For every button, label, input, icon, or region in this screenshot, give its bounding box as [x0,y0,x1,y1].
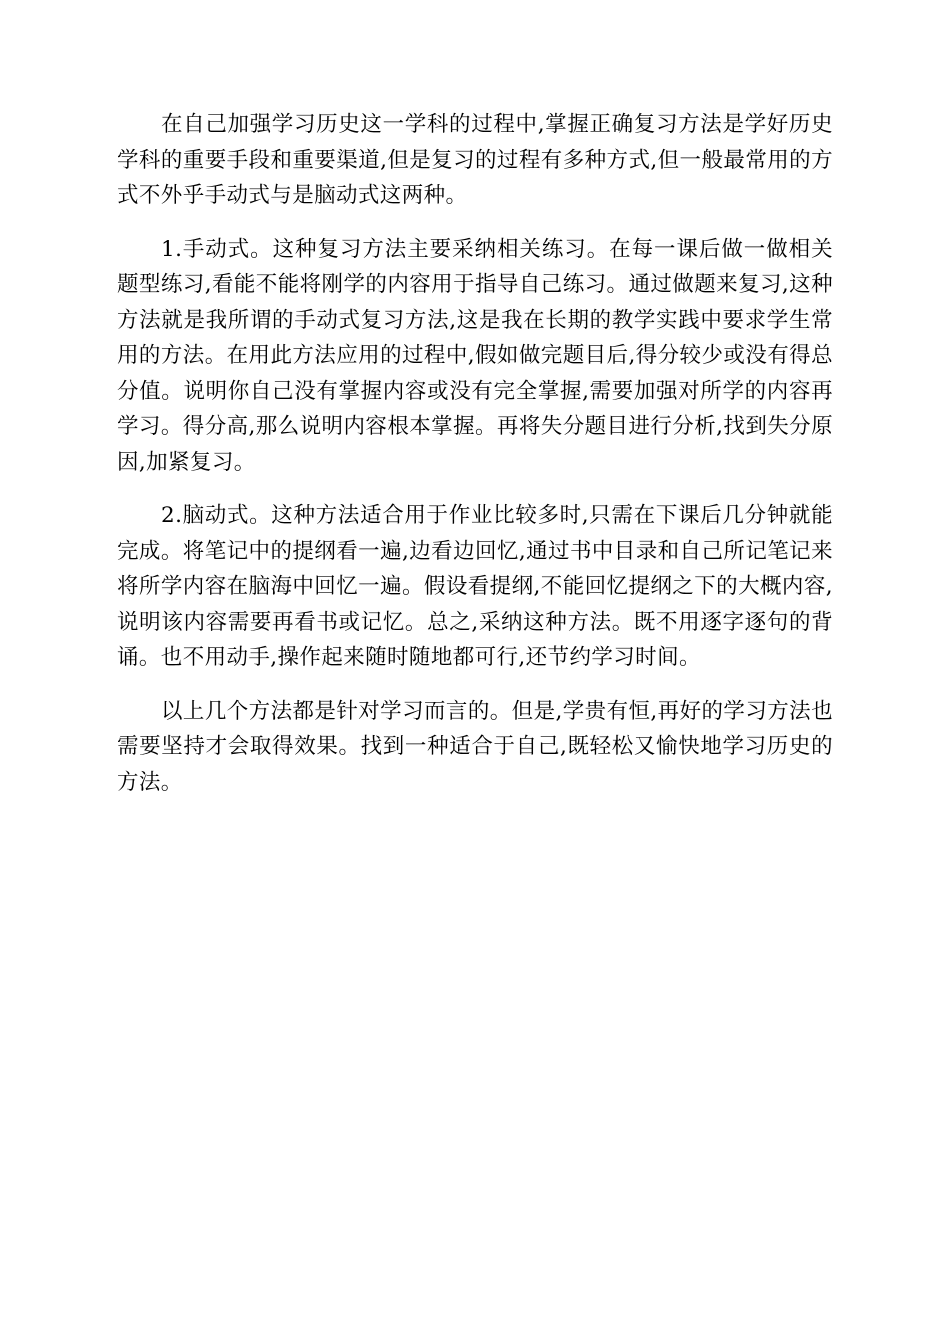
conclusion-paragraph: 以上几个方法都是针对学习而言的。但是,学贵有恒,再好的学习方法也需要坚持才会取得效果。找到一种适合于自己,既轻松又愉快地学习历史的方法。 [117,698,833,795]
mental-method-paragraph: 2.脑动式。这种方法适合用于作业比较多时,只需在下课后几分钟就能完成。将笔记中的提纲看一遍,边看边回忆,通过书中目录和自己所记笔记来将所学内容在脑海中回忆一遍。假设看提纲,不能回忆提纲之下的大概内容,说明该内容需要再看书或记忆。总之,采纳这种方法。既不用逐字逐句的背诵。也不用动手,操作起来随时随地都可行,还节约学习时间。 [117,503,833,670]
document-body [117,107,833,818]
intro-paragraph: 在自己加强学习历史这一学科的过程中,掌握正确复习方法是学好历史学科的重要手段和重要渠道,但是复习的过程有多种方式,但一般最常用的方式不外乎手动式与是脑动式这两种。 [117,112,833,208]
manual-method-paragraph: 1.手动式。这种复习方法主要采纳相关练习。在每一课后做一做相关题型练习,看能不能将刚学的内容用于指导自己练习。通过做题来复习,这种方法就是我所谓的手动式复习方法,这是我在长期的教学实践中要求学生常用的方法。在用此方法应用的过程中,假如做完题目后,得分较少或没有得总分值。说明你自己没有掌握内容或没有完全掌握,需要加强对所学的内容再学习。得分高,那么说明内容根本掌握。再将失分题目进行分析,找到失分原因,加紧复习。 [117,236,833,475]
